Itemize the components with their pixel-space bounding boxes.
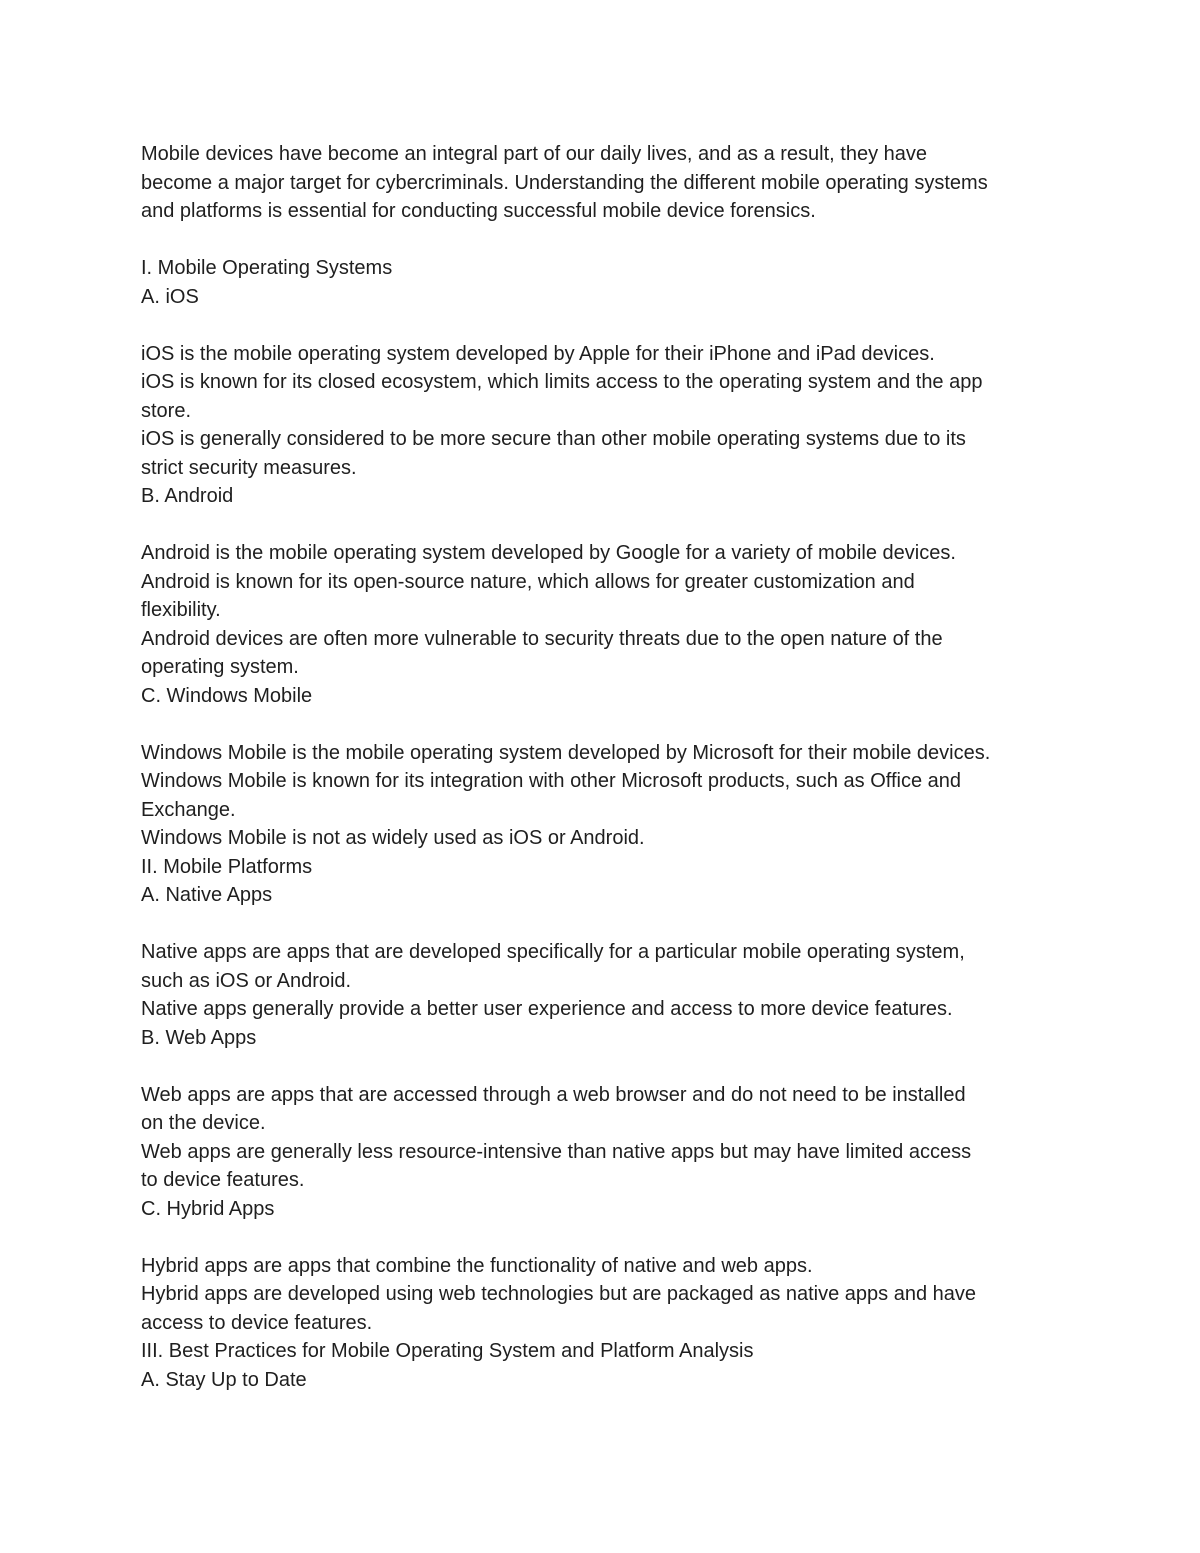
text-line: Web apps are generally less resource-intensive than native apps but may have limited access [141, 1140, 972, 1163]
blank-line [141, 1223, 1071, 1252]
text-line: A. Stay Up to Date [141, 1368, 307, 1391]
text-line: C. Hybrid Apps [141, 1197, 275, 1220]
blank-line [141, 910, 1071, 939]
text-line: Native apps generally provide a better user experience and access to more device features. [141, 998, 953, 1020]
text-line: to device features. [141, 1169, 305, 1191]
blank-line [141, 311, 1071, 340]
text-line: Web apps are apps that are accessed through a web browser and do not need to be installed [141, 1083, 966, 1106]
text-line: III. Best Practices for Mobile Operating System and Platform Analysis [141, 1340, 754, 1362]
text-line: Android is the mobile operating system developed by Google for a variety of mobile devices. [141, 542, 956, 564]
text-line: store. [141, 399, 192, 422]
text-line: B. Android [141, 485, 234, 507]
text-line: iOS is the mobile operating system developed by Apple for their iPhone and iPad devices. [141, 342, 935, 365]
text-line: become a major target for cybercriminals. Understanding the different mobile operating systems [141, 171, 988, 194]
text-line: operating system. [141, 656, 299, 678]
text-line: I. Mobile Operating Systems [141, 257, 393, 279]
text-line: Windows Mobile is known for its integration with other Microsoft products, such as Office and [141, 770, 961, 792]
text-line: Hybrid apps are apps that combine the functionality of native and web apps. [141, 1254, 813, 1277]
text-line: A. Native Apps [141, 884, 273, 906]
text-line: and platforms is essential for conducting successful mobile device forensics. [141, 200, 816, 222]
blank-line [141, 226, 1071, 255]
text-line: II. Mobile Platforms [141, 855, 313, 878]
text-line: Exchange. [141, 798, 236, 821]
text-line: A. iOS [141, 285, 199, 308]
text-line: Mobile devices have become an integral part of our daily lives, and as a result, they have [141, 143, 927, 165]
text-line: Native apps are apps that are developed specifically for a particular mobile operating system, [141, 941, 965, 963]
text-line: Android devices are often more vulnerable to security threats due to the open nature of the [141, 627, 943, 650]
blank-line [141, 511, 1071, 540]
text-line: B. Web Apps [141, 1026, 257, 1049]
text-line: Hybrid apps are developed using web technologies but are packaged as native apps and have [141, 1283, 977, 1305]
text-line: C. Windows Mobile [141, 684, 313, 707]
text-line: Windows Mobile is not as widely used as iOS or Android. [141, 827, 645, 849]
text-line: iOS is known for its closed ecosystem, which limits access to the operating system and the app [141, 371, 983, 393]
text-line: iOS is generally considered to be more secure than other mobile operating systems due to its [141, 428, 966, 450]
text-line: on the device. [141, 1112, 266, 1134]
document-page [141, 140, 1071, 1394]
text-line: flexibility. [141, 599, 221, 621]
blank-line [141, 1052, 1071, 1081]
blank-line [141, 710, 1071, 739]
text-line: Windows Mobile is the mobile operating system developed by Microsoft for their mobile devices. [141, 741, 991, 764]
text-line: strict security measures. [141, 456, 357, 479]
text-line: such as iOS or Android. [141, 969, 352, 992]
text-line: Android is known for its open-source nature, which allows for greater customization and [141, 570, 915, 593]
text-line: access to device features. [141, 1311, 373, 1334]
